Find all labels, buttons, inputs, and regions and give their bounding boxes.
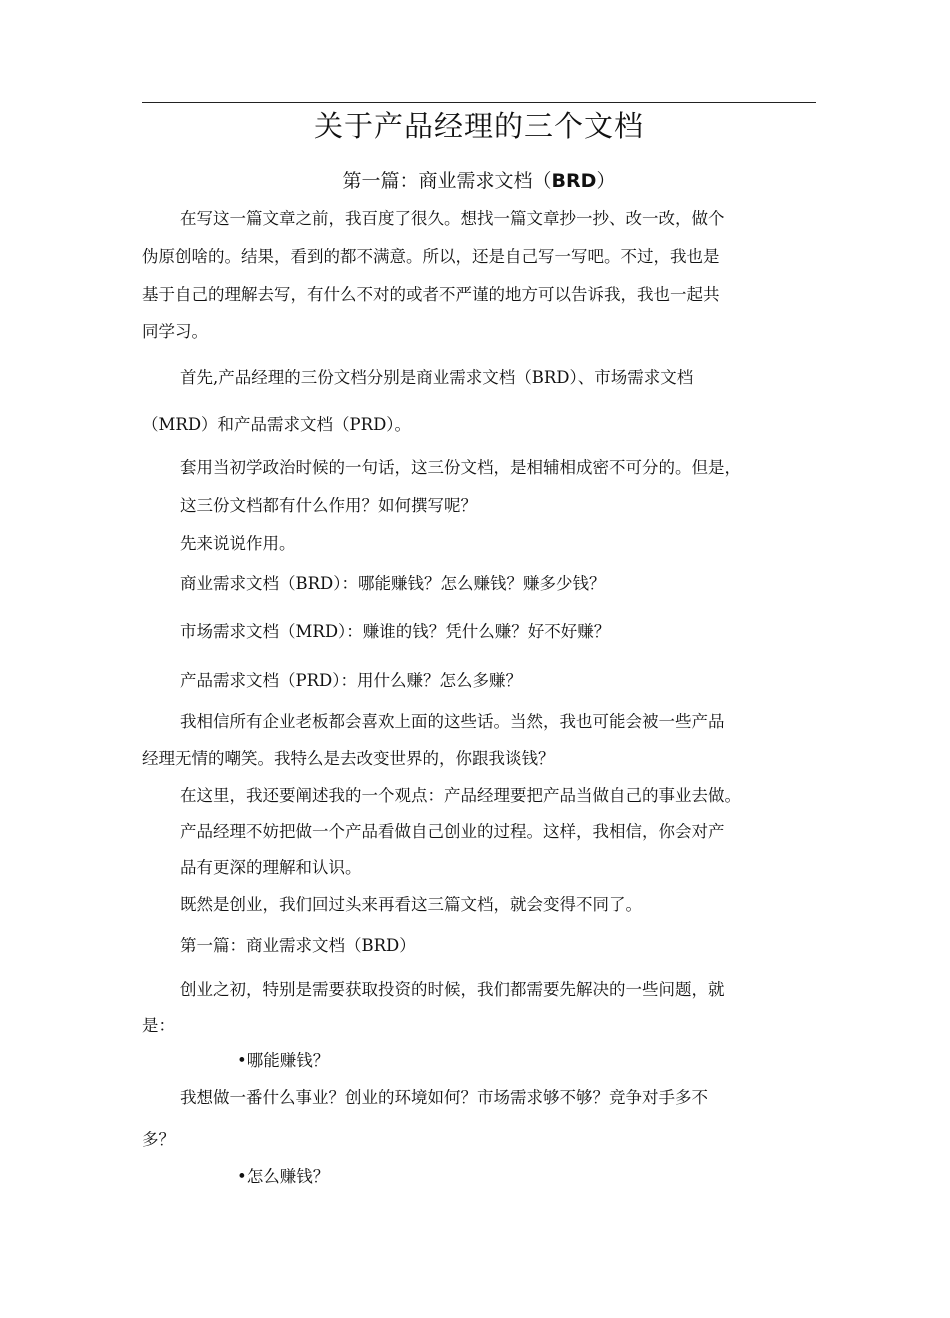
body-line: 首先,产品经理的三份文档分别是商业需求文档（BRD）、市场需求文档 — [180, 368, 694, 387]
bullet-item: •哪能赚钱？ — [237, 1051, 330, 1070]
document-title: 关于产品经理的三个文档 — [313, 109, 644, 143]
body-line: 在这里，我还要阐述我的一个观点：产品经理要把产品当做自己的事业去做。 — [180, 786, 741, 805]
body-line: 先来说说作用。 — [180, 534, 296, 553]
section-heading: 第一篇：商业需求文档（BRD） — [180, 936, 416, 955]
body-line: 同学习。 — [142, 322, 208, 341]
body-line: 商业需求文档（BRD）：哪能赚钱？怎么赚钱？赚多少钱？ — [180, 574, 606, 593]
document-subtitle — [142, 166, 816, 196]
body-line: 这三份文档都有什么作用？如何撰写呢？ — [180, 496, 477, 515]
bullet-item: •怎么赚钱？ — [237, 1167, 330, 1186]
body-line: 创业之初，特别是需要获取投资的时候，我们都需要先解决的一些问题，就 — [180, 980, 725, 999]
subtitle-suffix: ） — [596, 170, 616, 192]
body-line: 经理无情的嘲笑。我特么是去改变世界的，你跟我谈钱？ — [142, 749, 555, 768]
body-line: 市场需求文档（MRD）：赚谁的钱？凭什么赚？好不好赚？ — [180, 622, 611, 641]
body-line: 在写这一篇文章之前，我百度了很久。想找一篇文章抄一抄、改一改，做个 — [180, 209, 725, 228]
body-line: 套用当初学政治时候的一句话，这三份文档，是相辅相成密不可分的。但是， — [180, 458, 741, 477]
subtitle-acronym: BRD — [551, 170, 597, 192]
header-rule — [142, 102, 816, 103]
body-line: （MRD）和产品需求文档（PRD）。 — [142, 415, 412, 434]
subtitle-prefix: 第一篇：商业需求文档（ — [342, 170, 552, 192]
body-line: 产品经理不妨把做一个产品看做自己创业的过程。这样，我相信，你会对产 — [180, 822, 725, 841]
body-line: 既然是创业，我们回过头来再看这三篇文档，就会变得不同了。 — [180, 895, 642, 914]
body-line: 我相信所有企业老板都会喜欢上面的这些话。当然，我也可能会被一些产品 — [180, 712, 725, 731]
body-line: 伪原创啥的。结果，看到的都不满意。所以，还是自己写一写吧。不过，我也是 — [142, 247, 720, 266]
body-line: 品有更深的理解和认识。 — [180, 858, 362, 877]
body-line: 产品需求文档（PRD）：用什么赚？怎么多赚？ — [180, 671, 523, 690]
body-line: 是： — [142, 1016, 175, 1035]
body-line: 基于自己的理解去写，有什么不对的或者不严谨的地方可以告诉我，我也一起共 — [142, 285, 720, 304]
body-line: 我想做一番什么事业？创业的环境如何？市场需求够不够？竞争对手多不 — [180, 1088, 708, 1107]
body-line: 多？ — [142, 1130, 175, 1149]
